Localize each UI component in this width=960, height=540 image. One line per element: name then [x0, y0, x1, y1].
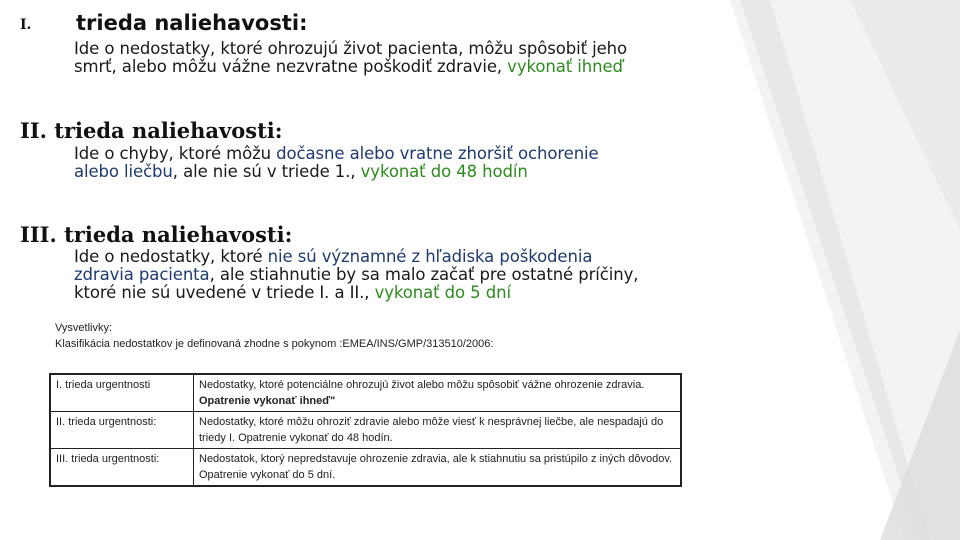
table-cell-description: [194, 412, 682, 449]
table-cell-description: [194, 449, 682, 487]
section-1-line-2: [74, 58, 754, 76]
section-2-text: [74, 145, 754, 181]
section-1-line-1: Ide o nedostatky, ktoré ohrozujú život pacienta, môžu spôsobiť jeho: [74, 39, 628, 58]
section-2-line-2-b: , ale nie sú v triede 1.,: [172, 162, 361, 181]
section-3-line-1: [74, 248, 754, 266]
section-2-line-1: [74, 145, 754, 163]
section-2-line-2-a: alebo liečbu: [74, 162, 173, 181]
section-2-line-1-b: dočasne alebo vratne zhoršiť ochorenie: [276, 144, 599, 163]
section-1-text: [74, 40, 754, 76]
section-2-line-1-a: Ide o chyby, ktoré môžu: [74, 144, 277, 163]
section-1-action: vykonať ihneď: [507, 57, 623, 76]
section-3-text: [74, 248, 754, 302]
section-1-marker: I.: [20, 17, 32, 33]
section-1-line-2-plain: smrť, alebo môžu vážne nezvratne poškodiť zdravie,: [74, 57, 508, 76]
table-row: [50, 412, 681, 449]
section-3-line-2-b: , ale stiahnutie by sa malo začať pre ostatné príčiny,: [209, 265, 639, 284]
table-cell-description-text: Nedostatky, ktoré potenciálne ohrozujú život alebo môžu spôsobiť vážne ohrozenie zdravia.: [199, 379, 645, 391]
decorative-corner-shapes: [730, 0, 960, 540]
table-cell-class: II. trieda urgentnosti:: [50, 412, 194, 449]
section-2-heading: II. trieda naliehavosti:: [20, 118, 283, 143]
section-3-line-2-a: zdravia pacienta: [74, 265, 210, 284]
section-2-line-2: [74, 163, 754, 181]
table-row: [50, 449, 681, 487]
table-row: [50, 374, 681, 412]
legend-subtitle: Klasifikácia nedostatkov je definovaná zhodne s pokynom :EMEA/INS/GMP/313510/2006:: [55, 338, 494, 350]
section-1-heading: trieda naliehavosti:: [76, 11, 308, 35]
table-cell-description-bold: Opatrenie vykonať ihneď": [199, 395, 336, 407]
table-cell-description-text: Nedostatok, ktorý nepredstavuje ohrozenie zdravia, ale k stiahnutiu sa pristúpilo z iných dôvodov. Opatrenie vykonať do 5 dní.: [199, 453, 673, 481]
section-3-line-3: [74, 284, 754, 302]
table-cell-description-text: Nedostatky, ktoré môžu ohroziť zdravie alebo môže viesť k nesprávnej liečbe, ale nespadajú do triedy I. Opatrenie vykonať do 48 hodín.: [199, 416, 664, 444]
legend-title: Vysvetlivky:: [55, 322, 113, 334]
section-2-action: vykonať do 48 hodín: [360, 162, 528, 181]
section-3-line-3-plain: ktoré nie sú uvedené v triede I. a II.,: [74, 283, 375, 302]
section-3-line-2: [74, 266, 754, 284]
section-3-line-1-b: nie sú významné z hľadiska poškodenia: [267, 247, 593, 266]
urgency-table: [49, 373, 682, 487]
table-cell-class: I. trieda urgentnosti: [50, 374, 194, 412]
table-cell-description: [194, 374, 682, 412]
section-3-line-1-a: Ide o nedostatky, ktoré: [74, 247, 268, 266]
section-3-action: vykonať do 5 dní: [374, 283, 511, 302]
section-3-heading: III. trieda naliehavosti:: [20, 222, 293, 247]
table-cell-class: III. trieda urgentnosti:: [50, 449, 194, 487]
legend: [55, 320, 493, 352]
